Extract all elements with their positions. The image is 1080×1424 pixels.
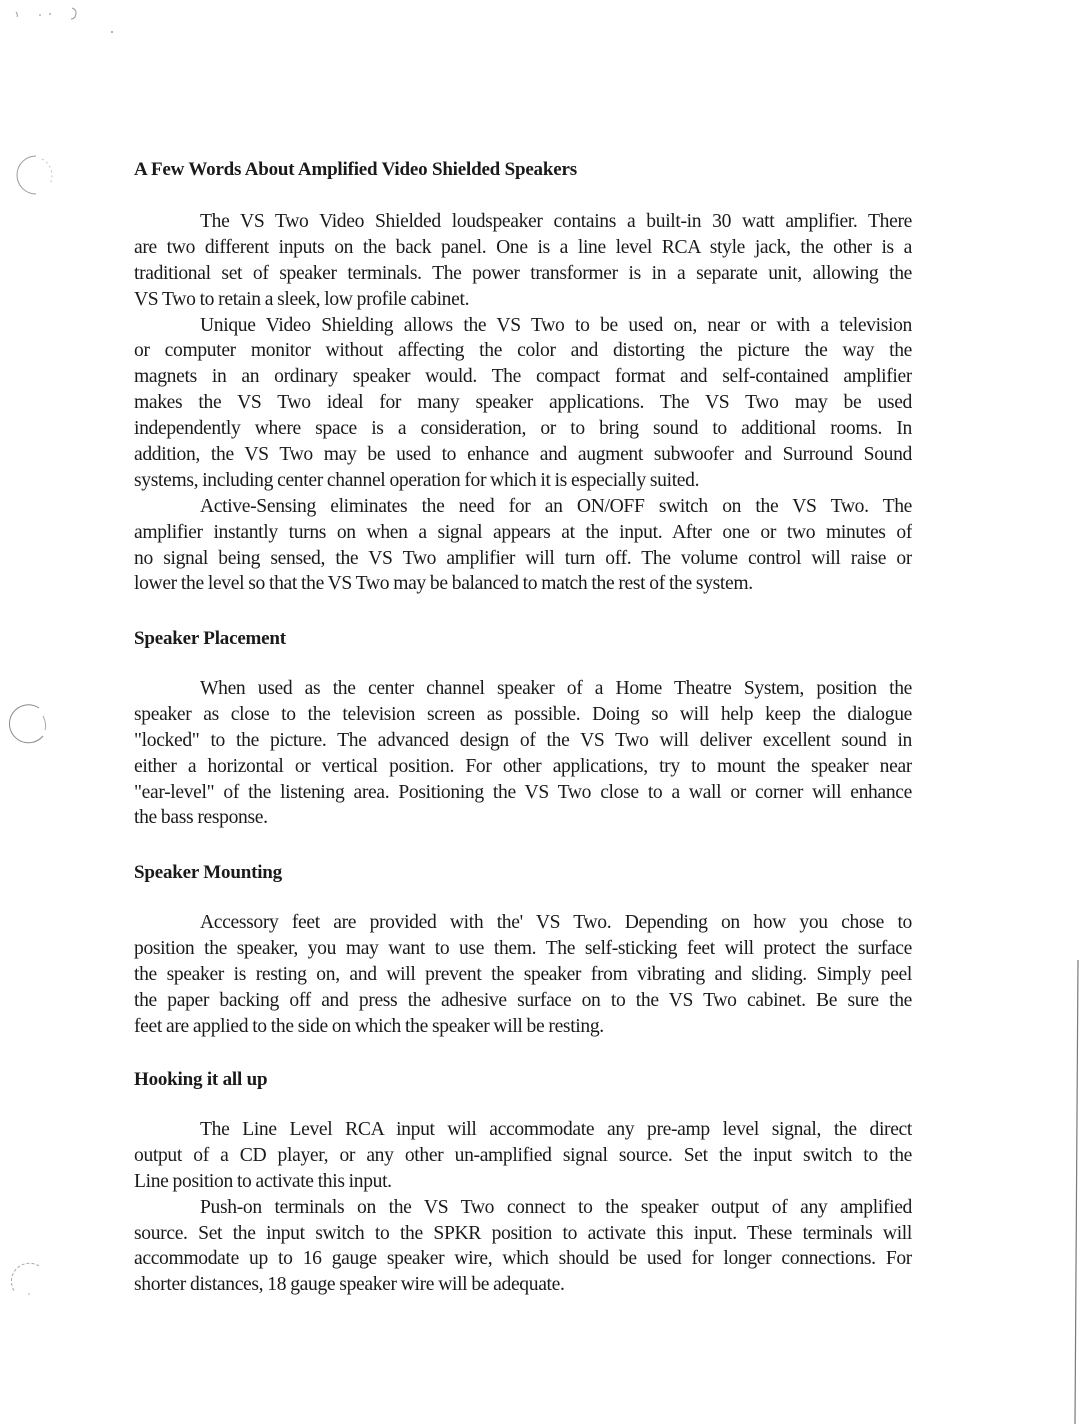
text-line: amplifier instantly turns on when a signal appears at the input. After one or two minutes of <box>134 521 912 543</box>
hole-punch-bottom-icon <box>3 1254 45 1296</box>
text-line: When used as the center channel speaker of a Home Theatre System, position the <box>200 678 912 699</box>
text-line: Accessory feet are provided with the' VS Two. Depending on how you chose to <box>200 912 912 933</box>
text-line: feet are applied to the side on which the speaker will be resting. <box>134 1015 604 1037</box>
text-line: the bass response. <box>134 807 268 829</box>
hole-punch-top-icon <box>14 154 56 196</box>
text-line: position the speaker, you may want to use them. The self-sticking feet will protect the surface <box>134 937 912 959</box>
text-line: The Line Level RCA input will accommodate any pre-amp level signal, the direct <box>200 1119 912 1140</box>
text-line: are two different inputs on the back panel. One is a line level RCA style jack, the other is a <box>134 236 912 258</box>
paragraph <box>134 910 912 1039</box>
text-line: systems, including center channel operation for which it is especially suited. <box>134 469 700 491</box>
text-line: shorter distances, 18 gauge speaker wire will be adequate. <box>134 1274 565 1296</box>
text-line: magnets in an ordinary speaker would. The compact format and self-contained amplifier <box>134 366 912 388</box>
text-line: or computer monitor without affecting the color and distorting the picture the way the <box>134 340 912 362</box>
text-line: independently where space is a consideration, or to bring sound to additional rooms. In <box>134 418 912 440</box>
text-line: the paper backing off and press the adhesive surface on to the VS Two cabinet. Be sure the <box>134 989 912 1011</box>
text-line: Unique Video Shielding allows the VS Two to be used on, near or with a television <box>200 314 912 336</box>
paragraph <box>134 676 912 831</box>
text-line: either a horizontal or vertical position. For other applications, try to mount the speaker near <box>134 755 912 777</box>
text-line: the speaker is resting on, and will prevent the speaker from vibrating and sliding. Simply peel <box>134 963 912 985</box>
text-line: Push-on terminals on the VS Two connect to the speaker output of any amplified <box>200 1196 912 1218</box>
text-line: Active-Sensing eliminates the need for an ON/OFF switch on the VS Two. The <box>200 495 912 517</box>
scan-edge-line <box>1070 960 1080 1424</box>
text-line: accommodate up to 16 gauge speaker wire, which should be used for longer connections. For <box>134 1248 912 1270</box>
text-line: output of a CD player, or any other un-amplified signal source. Set the input switch to the <box>134 1144 912 1166</box>
text-line: The VS Two Video Shielded loudspeaker contains a built-in 30 watt amplifier. There <box>200 211 912 232</box>
text-line: no signal being sensed, the VS Two amplifier will turn off. The volume control will raise or <box>134 547 912 569</box>
text-line: "locked" to the picture. The advanced design of the VS Two will deliver excellent sound in <box>134 729 912 751</box>
text-line: addition, the VS Two may be used to enhance and augment subwoofer and Surround Sound <box>134 444 912 466</box>
section-heading: Speaker Mounting <box>134 862 282 883</box>
section-heading: Speaker Placement <box>134 628 286 649</box>
paragraph <box>134 1117 912 1298</box>
text-line: speaker as close to the television screen as possible. Doing so will help keep the dialogue <box>134 703 912 725</box>
text-line: source. Set the input switch to the SPKR position to activate this input. These terminals will <box>134 1222 912 1244</box>
text-line: "ear-level" of the listening area. Positioning the VS Two close to a wall or corner will enhance <box>134 781 912 803</box>
scan-specks <box>10 0 130 40</box>
hole-punch-middle-icon <box>9 704 51 746</box>
text-line: traditional set of speaker terminals. The power transformer is in a separate unit, allowing the <box>134 262 912 284</box>
text-line: makes the VS Two ideal for many speaker applications. The VS Two may be used <box>134 392 912 414</box>
text-line: lower the level so that the VS Two may be balanced to match the rest of the system. <box>134 573 753 595</box>
text-line: Line position to activate this input. <box>134 1170 392 1192</box>
paragraph <box>134 209 912 597</box>
text-line: VS Two to retain a sleek, low profile cabinet. <box>134 288 470 310</box>
section-heading: Hooking it all up <box>134 1069 268 1090</box>
section-heading: A Few Words About Amplified Video Shielded Speakers <box>134 159 577 180</box>
